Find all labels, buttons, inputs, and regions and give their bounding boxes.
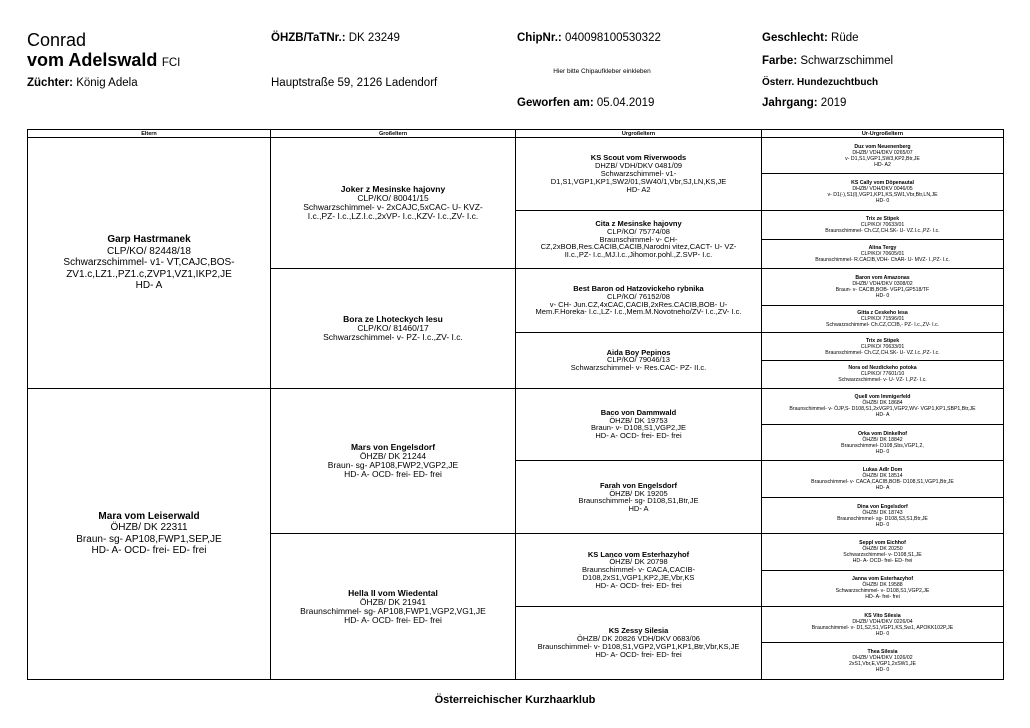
greatgrandparent-line: D1,S1,VGP1,KP1,SW2/01,SW40/1,Vbr,SJ,LN,KS,JE <box>550 176 727 186</box>
parent-line: HD- A <box>135 280 163 292</box>
greatgrandparent-line: Schwarzschimmel- v1- <box>600 169 677 179</box>
greatgrandparent <box>516 269 762 333</box>
ggg-name: Trix ze Stipek <box>865 215 900 222</box>
ggg-name: Gitta z Ceskeho lesa <box>857 309 908 316</box>
ggg-line: CLP/KO/ 70605/01 <box>860 251 905 258</box>
year-value: 2019 <box>820 97 847 109</box>
ggg-line: HD- 0 <box>875 198 890 205</box>
oehzb-value: DK 23249 <box>348 32 400 44</box>
chip-value: 040098100530322 <box>564 32 661 44</box>
grandparent-line: CLP/KO/ 81460/17 <box>357 322 429 333</box>
grandparent-name: Bora ze Lhoteckych lesu <box>343 313 443 324</box>
grandparent <box>271 388 516 534</box>
ggg-name: Thea Silesia <box>867 649 898 656</box>
ggg-cell <box>762 239 1004 268</box>
breeder-address: Hauptstraße 59, 2126 Ladendorf <box>271 77 438 89</box>
ggg-cell <box>762 174 1004 210</box>
ggg-line: HD- A2 <box>874 161 891 168</box>
grandparent-line: ÖHZB/ DK 21244 <box>359 450 427 461</box>
ggg-line: Braunschimmel- v- D1,S2,S1,VGP1,KS,Sw1, APOKK102P,JE <box>811 624 954 631</box>
grandparent-line: CLP/KO/ 80041/15 <box>357 193 429 204</box>
ggg-line: Braunschimmel- R.CACIB,VDH- ChAR- U- MVZ- I.,PZ- I.c. <box>815 257 950 264</box>
greatgrandparent-line: II.c.,PZ- I.c.,MJ.I.c.,Jihomor.pohl.,Z.SVP- I.c. <box>564 250 713 260</box>
greatgrandparent-line: Braun- v- D108,S1,VGP2,JE <box>590 423 687 433</box>
greatgrandparent-name: Baco von Dammwald <box>600 407 677 417</box>
ggg-line: HD- A- OCD- frei- ED- frei <box>852 557 913 564</box>
year-label: Jahrgang: <box>762 97 818 109</box>
color-label: Farbe: <box>762 55 798 67</box>
ggg-name: Alina Tergy <box>868 245 897 252</box>
breeder-value: König Adela <box>76 77 138 89</box>
ggg-line: Schwarzschimmel- v- D108,S1,JE <box>843 551 922 558</box>
greatgrandparent-line: D108,2xS1,VGP1,KP2,JE,Vbr,KS <box>582 573 695 583</box>
ggg-name: Lukas Adlr Dom <box>862 467 903 474</box>
ggg-line: Braunschimmel- sg- D108,S3,S1,Btr,JE <box>837 515 928 522</box>
greatgrandparent <box>516 534 762 607</box>
coat-color <box>762 55 893 67</box>
greatgrandparent-line: HD- A- OCD- frei- ED- frei <box>595 649 682 659</box>
grandparent-name: Mars von Engelsdorf <box>350 441 436 452</box>
grandparent-name: Joker z Mesinske hajovny <box>340 184 446 195</box>
sex <box>762 32 859 44</box>
ggg-cell <box>762 269 1004 305</box>
ggg-line: CLP/KO/ 71596/01 <box>860 315 905 322</box>
ggg-line: Braunschimmel- v- ÖJP,S- D108,S1,2xVGP1,VGP2,WV- VGP1,KP1,SBP1,Btr,JE <box>789 406 976 413</box>
greatgrandparent-line: CLP/KO/ 79046/13 <box>607 355 670 365</box>
greatgrandparent-line: ÖHZB/ DK 20798 <box>609 557 668 567</box>
grandparent-line: HD- A- OCD- frei- ED- frei <box>344 614 442 625</box>
ggg-line: HD- A <box>875 485 890 492</box>
grandparent-line: Braun- sg- AP108,FWP2,VGP2,JE <box>327 459 459 470</box>
grandparent <box>271 534 516 680</box>
greatgrandparent <box>516 607 762 680</box>
ggg-line: ÖHZB/ DK 20250 <box>862 545 903 552</box>
greatgrandparent <box>516 138 762 211</box>
greatgrandparent-line: HD- A- OCD- frei- ED- frei <box>595 431 682 441</box>
greatgrandparent-line: HD- A- OCD- frei- ED- frei <box>595 580 682 590</box>
club-footer: Österreichischer Kurzhaarklub <box>434 694 596 706</box>
ggg-line: v- D1,S1,VGP1,SW3,KP2,Btr,JE <box>845 155 920 162</box>
greatgrandparent-line: ÖHZB/ DK 20826 VDH/DKV 0683/06 <box>577 634 700 644</box>
chip-label: ChipNr.: <box>517 32 562 44</box>
ggg-cell <box>762 305 1004 333</box>
greatgrandparent-line: ÖHZB/ DK 19753 <box>609 415 668 425</box>
ggg-line: HD- 0 <box>875 630 890 637</box>
ggg-line: DHZB/ VDH/DKV 0265/07 <box>852 149 913 156</box>
dog-name-line2 <box>27 50 180 71</box>
ggg-name: Duz vom Neuenenberg <box>854 143 911 150</box>
header-great-great-grandparents: Ur-Urgroßeltern <box>762 130 1004 138</box>
greatgrandparent-line: v- CH- Jun.CZ,4xCAC,CACIB,2xRes.CACIB,BOB- U- <box>549 299 728 309</box>
chip-sticker-note: Hier bitte Chipaufkleber einkleben <box>553 68 651 75</box>
greatgrandparent <box>516 388 762 461</box>
greatgrandparent-line: Braunschimmel- sg- D108,S1,Btr,JE <box>578 496 699 506</box>
ggg-name: Orka vom Dinkelhof <box>857 430 907 437</box>
ggg-line: Schwarzschimmel- v- U- VZ- I.,PZ- I.c. <box>838 377 927 384</box>
ggg-line: DHZB/ VDH/DKV 0308/02 <box>852 280 913 287</box>
greatgrandparent-line: CLP/KO/ 76152/08 <box>607 291 670 301</box>
ggg-line: HD- 0 <box>875 667 890 674</box>
greatgrandparent-name: Cita z Mesinske hajovny <box>595 218 682 228</box>
parent-line: CLP/KO/ 82448/18 <box>107 245 191 257</box>
sex-value: Rüde <box>831 32 859 44</box>
fci-label: FCI <box>161 57 181 69</box>
ggg-line: DHZB/ VDH/DKV 0046/05 <box>852 186 913 193</box>
ggg-line: ÖHZB/ DK 18842 <box>862 436 903 443</box>
ggg-name: Dina von Engelsdorf <box>857 503 908 510</box>
ggg-cell <box>762 570 1004 606</box>
parent-line: ÖHZB/ DK 22311 <box>110 522 188 534</box>
greatgrandparent-line: Braunschimmel- v- CACA,CACIB- <box>582 565 695 575</box>
ggg-line: 2xS1,Vbr,E,VGP1,2xSW1,JE <box>849 661 916 668</box>
parent-name: Mara vom Leiserwald <box>98 510 200 522</box>
oehzb-label: ÖHZB/TaTNr.: <box>271 32 346 44</box>
ggg-line: HD- 0 <box>875 521 890 528</box>
ggg-cell <box>762 607 1004 643</box>
grandparent-line: HD- A- OCD- frei- ED- frei <box>344 468 442 479</box>
breeder <box>27 77 138 89</box>
ggg-cell <box>762 138 1004 174</box>
born-value: 05.04.2019 <box>596 97 655 109</box>
ggg-cell <box>762 360 1004 388</box>
year <box>762 97 846 109</box>
ggg-line: DHZB/ VDH/DKV 0226/04 <box>852 618 913 625</box>
ggg-line: Braunschimmel- Ch.CZ,CH.SK- U- VZ.I.c.,PZ- I.c. <box>825 227 940 234</box>
ggg-cell <box>762 210 1004 239</box>
ggg-line: Schwarzschimmel- v- D108,S1,VGP2,JE <box>835 588 930 595</box>
ggg-line: v- D1(-),S1(l),VGP1,KP1,KS,SW1,Vbr,Btr,LN,JE <box>827 192 938 199</box>
ggg-line: ÖHZB/ DK 18514 <box>862 473 903 480</box>
ggg-name: Seppl vom Eichhof <box>859 539 906 546</box>
ggg-cell <box>762 461 1004 497</box>
greatgrandparent-line: DHZB/ VDH/DKV 0481/09 <box>594 161 683 171</box>
grandparent <box>271 138 516 269</box>
greatgrandparent <box>516 333 762 388</box>
ggg-cell <box>762 333 1004 361</box>
greatgrandparent-name: KS Scout vom Riverwoods <box>590 153 687 163</box>
greatgrandparent-line: HD- A2 <box>626 184 651 194</box>
header-parents: Eltern <box>28 130 271 138</box>
ggg-cell <box>762 643 1004 680</box>
ggg-name: KS Cally vom Döpenautal <box>851 180 914 187</box>
parent-sire <box>28 138 271 389</box>
ggg-line: HD- A- frei- frei <box>865 594 900 601</box>
chip-number <box>517 32 661 44</box>
greatgrandparent-name: Aida Boy Pepinos <box>606 347 671 357</box>
born-label: Geworfen am: <box>517 97 594 109</box>
grandparent-line: I.c.,PZ- I.c.,LZ.I.c.,2xVP- I.c.,KZV- I.c.,ZV- I.c. <box>307 211 479 222</box>
parent-line: HD- A- OCD- frei- ED- frei <box>91 545 207 557</box>
ggg-name: Baron vom Amazonas <box>855 274 910 281</box>
ggg-line: Schwarzschimmel- Ch.CZ,CCIB,- PZ- I.c.,ZV- I.c. <box>826 321 939 328</box>
pedigree-table <box>27 129 1004 680</box>
ggg-line: Braun- v- CACIB,BOB- VGP1,GP518/TF <box>835 286 930 293</box>
parent-name: Garp Hastrmanek <box>107 234 191 246</box>
grandparent-line: Braunschimmel- sg- AP108,FWP1,VGP2,VG1,JE <box>300 605 486 616</box>
grandparent-line: Schwarzschimmel- v- PZ- I.c.,ZV- I.c. <box>323 331 463 342</box>
greatgrandparent-name: Farah von Engelsdorf <box>599 480 678 490</box>
ggg-line: ÖHZB/ DK 18684 <box>862 400 903 407</box>
greatgrandparent <box>516 210 762 268</box>
studbook-number <box>271 32 400 44</box>
greatgrandparent-line: ÖHZB/ DK 19205 <box>609 488 668 498</box>
ggg-line: Braunschimmel- v- CACA,CACIB,BOB- D108,S1,VGP1,Btr,JE <box>811 479 954 486</box>
ggg-line: DHZB/ VDH/DKV 1026/02 <box>852 655 913 662</box>
header-greatgrandparents: Urgroßeltern <box>516 130 762 138</box>
ggg-name: Nora od Nezdickeho potoka <box>848 365 917 372</box>
sex-label: Geschlecht: <box>762 32 828 44</box>
breeder-label: Züchter: <box>27 77 73 89</box>
ggg-name: Trix ze Stipek <box>865 337 900 344</box>
ggg-line: Braunschimmel- Ch.CZ,CH.SK- U- VZ.I.c.,PZ- I.c. <box>825 349 940 356</box>
dog-kennel-name: vom Adelswald <box>27 50 158 70</box>
ggg-line: CLP/KO/ 77601/10 <box>860 371 905 378</box>
ggg-name: KS Vito Silesia <box>864 612 901 619</box>
parent-dam <box>28 388 271 679</box>
ggg-name: Janna vom Esterhazyhof <box>851 576 914 583</box>
ggg-name: Quell vom Immigerfeld <box>854 394 911 401</box>
parent-line: ZV1.c,LZ1.,PZ1.c,ZVP1,VZ1,IKP2,JE <box>66 268 232 280</box>
pedigree-header-row <box>28 130 1004 138</box>
greatgrandparent-line: CZ,2xBOB,Res.CACIB,CACIB,Narodni vitez,CACT- U- VZ- <box>540 242 737 252</box>
ggg-cell <box>762 424 1004 460</box>
grandparent-line: Schwarzschimmel- v- 2xCAJC,5xCAC- U- KVZ- <box>303 202 483 213</box>
parent-line: Schwarzschimmel- v1- VT,CAJC,BOS- <box>63 257 235 269</box>
greatgrandparent-name: KS Zessy Silesia <box>608 626 669 636</box>
ggg-line: ÖHZB/ DK 19588 <box>862 582 903 589</box>
birth-date <box>517 97 654 109</box>
color-value: Schwarzschimmel <box>800 55 894 67</box>
parent-line: Braun- sg- AP108,FWP1,SEP,JE <box>76 533 222 545</box>
studbook-title: Österr. Hundezuchtbuch <box>762 77 879 88</box>
greatgrandparent-line: Mem.F.Horeka- I.c.,LZ- I.c.,Mem.M.Novotneho/ZV- I.c.,ZV- I.c. <box>535 307 742 317</box>
header-grandparents: Großeltern <box>271 130 516 138</box>
greatgrandparent-line: Braunschimmel- v- CH- <box>599 234 678 244</box>
greatgrandparent-line: Braunschimmel- v- D108,S1,VGP2,VGP1,KP1,Btr,Vbr,KS,JE <box>537 642 740 652</box>
ggg-line: CLP/KO/ 70633/01 <box>860 221 905 228</box>
grandparent <box>271 269 516 388</box>
greatgrandparent <box>516 461 762 534</box>
ggg-line: HD- 0 <box>875 448 890 455</box>
dog-name-line1: Conrad <box>27 30 87 50</box>
greatgrandparent-line: HD- A <box>628 504 649 514</box>
greatgrandparent-name: Best Baron od Hatzovickeho rybnika <box>573 284 704 294</box>
grandparent-name: Hella II vom Wiedental <box>348 587 438 598</box>
ggg-line: ÖHZB/ DK 18743 <box>862 509 903 516</box>
ggg-cell <box>762 497 1004 533</box>
ggg-line: Braunschimmel- D108,Sbs,VGP1,2, <box>841 442 924 449</box>
ggg-line: HD- A <box>875 412 890 419</box>
ggg-cell <box>762 534 1004 570</box>
greatgrandparent-name: KS Lanco vom Esterhazyhof <box>587 549 690 559</box>
ggg-cell <box>762 388 1004 424</box>
ggg-line: HD- 0 <box>875 292 890 299</box>
greatgrandparent-line: CLP/KO/ 75774/08 <box>607 226 670 236</box>
ggg-line: CLP/KO/ 70633/01 <box>860 343 905 350</box>
greatgrandparent-line: Schwarzschimmel- v- Res.CAC- PZ- II.c. <box>570 363 707 373</box>
grandparent-line: ÖHZB/ DK 21941 <box>359 596 427 607</box>
